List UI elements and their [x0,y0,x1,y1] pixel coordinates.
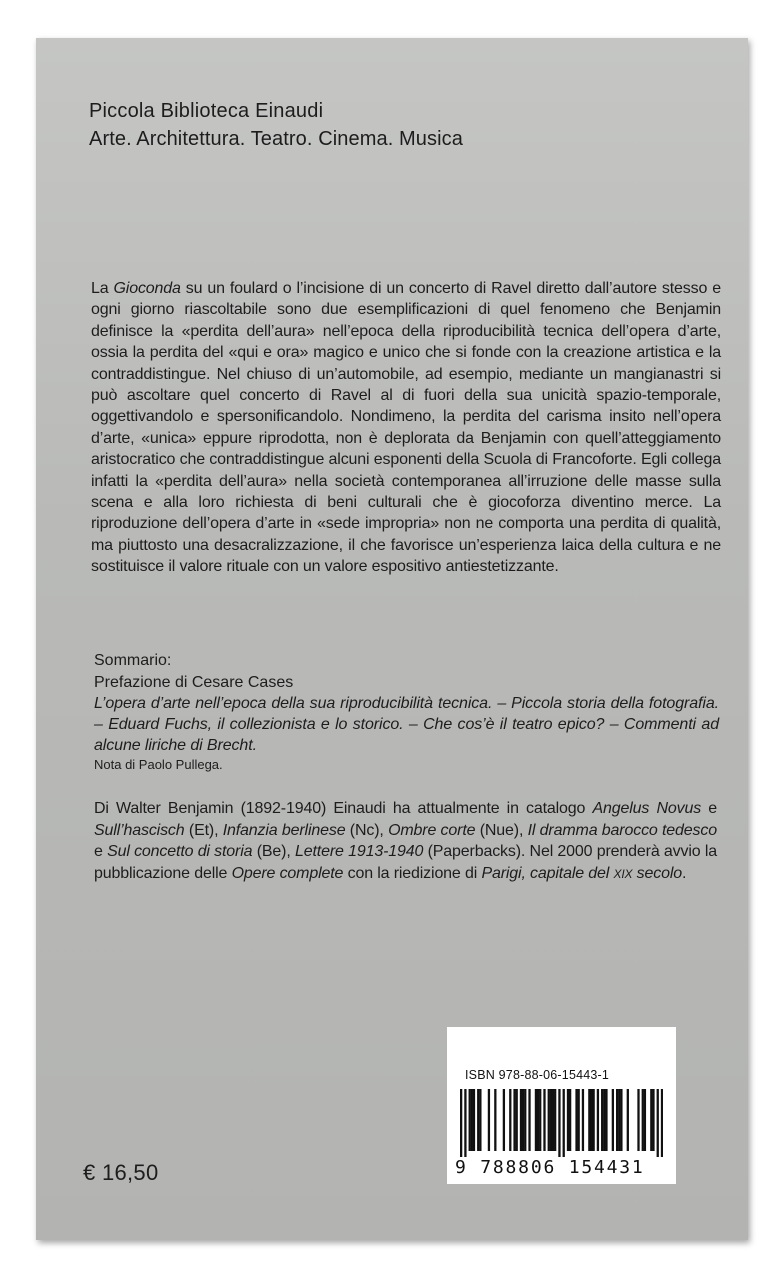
summary-label: Sommario: [94,652,172,669]
ean-digits: 9 788806 154431 [455,1157,645,1178]
catalog-title: Ombre corte [388,821,476,839]
barcode-bar [477,1089,479,1151]
barcode-bar [657,1089,659,1157]
catalog-title: Opere complete [231,864,344,882]
barcode-bar [605,1089,607,1151]
summary-note: Nota di Paolo Pullega. [94,757,223,772]
barcode-bar [558,1089,560,1157]
barcode-bar [554,1089,556,1151]
barcode-bar [563,1089,565,1157]
barcode-bar [537,1089,539,1151]
barcode-bar [590,1089,592,1151]
barcode-bar [597,1089,599,1151]
barcode-bar [616,1089,618,1151]
barcode-bar [637,1089,639,1151]
catalog-title: Sull’hascisch [94,821,185,839]
catalog-title: Il dramma barocco tedesco [527,821,717,839]
barcode-bar [513,1089,515,1151]
barcode-bar [509,1089,511,1151]
summary-preface: Prefazione di Cesare Cases [94,674,294,691]
barcode-bar [592,1089,594,1151]
barcode-bar [535,1089,537,1151]
barcode-bar [575,1089,577,1151]
catalog-text: con la riedizione di [343,864,482,882]
barcode-bar [539,1089,541,1151]
barcode-bar [567,1089,569,1151]
barcode-bar [578,1089,580,1151]
barcode-bar [471,1089,473,1151]
barcode-bar [548,1089,550,1151]
barcode-bar [618,1089,620,1151]
barcode-bar [522,1089,524,1151]
catalog-title: Sul concetto di storia [107,843,253,860]
barcode-bar [479,1089,481,1151]
barcode-bar [620,1089,622,1151]
barcode-bar [494,1089,496,1151]
author-catalog-note [94,798,717,885]
blurb-text [91,278,721,578]
price-label: € 16,50 [83,1160,159,1185]
barcode-bars [460,1089,663,1157]
barcode-bar [488,1089,490,1151]
table-of-contents [94,650,719,774]
catalog-text: Di Walter Benjamin (1892-1940) Einaudi ha attualmente in catalogo [94,800,593,817]
catalog-title: Angelus Novus [592,800,702,817]
barcode-bar [661,1089,663,1157]
barcode-bar [650,1089,652,1151]
barcode-bar [460,1089,462,1157]
barcode-sticker [447,1027,676,1184]
barcode-bar [644,1089,646,1151]
catalog-text: e [94,843,108,860]
barcode-bar [601,1089,603,1151]
series-header [89,98,729,152]
barcode-bar [503,1089,505,1151]
blurb-italic-title: Gioconda [113,280,181,297]
catalog-text: (Paperbacks). Nel 2000 prenderà avvio la pubblicazione delle [94,843,717,882]
barcode-bar [528,1089,530,1151]
barcode-bar [582,1089,584,1151]
barcode-bar [520,1089,522,1151]
barcode-bar [524,1089,526,1151]
barcode-bar [464,1089,466,1157]
catalog-text: (Nue), [475,821,528,839]
barcode-bar [603,1089,605,1151]
book-back-cover [36,38,748,1240]
barcode-bar [642,1089,644,1151]
barcode-bar [469,1089,471,1151]
summary-contents: L’opera d’arte nell’epoca della sua riproducibilità tecnica. – Piccola storia della fotografia. – Eduard Fuchs, il collezionista e lo storico. – Che cos’è il teatro epico? – Commenti ad alcune liriche di Brecht. [94,695,719,754]
barcode-bar [588,1089,590,1151]
catalog-text: (Be), [252,843,295,860]
barcode-bar [552,1089,554,1151]
barcode-bar [473,1089,475,1151]
barcode-bar [550,1089,552,1151]
catalog-paragraph [94,798,717,885]
series-subject: Arte. Architettura. Teatro. Cinema. Musica [89,128,463,150]
catalog-roman-numeral: XIX [613,866,633,881]
blurb-text-part: su un foulard o l’incisione di un concerto di Ravel diretto dall’autore stesso e ogni giorno riascoltabile sono due esemplificazioni di quel fenomeno che Benjamin definisce la «perdita dell’aura» nell’epoca della riproducibilità tecnica dell’opera d’arte, ossia la perdita del «qui e ora» magico e unico che si fonde con la creazione artistica e la contraddistingue. Nel chiuso di un’automobile, ad esempio, mediante un mangianastri si può ascoltare quel concerto di Ravel al di fuori della sua unicità spazio-temporale, oggettivandolo e spersonificandolo. Nondimeno, la perdita del carisma insito nell’opera d’arte, «unica» eppure riprodotta, non è deplorata da Benjamin con quell’atteggiamento aristocratico che contraddistingue alcuni esponenti della Scuola di Francoforte. Egli collega infatti la «perdita dell’aura» nella società contemporanea all’irruzione delle masse sulla scena e alla loro richiesta di beni culturali che è giocoforza diventino merce. La riproduzione dell’opera d’arte in «sede impropria» non ne comporta una perdita di qualità, ma piuttosto una desacralizzazione, il che favorisce un’esperienza laica della cultura e ne sostituisce il valore rituale con un valore espositivo antiestetizzante. [91,280,721,576]
barcode-bar [516,1089,518,1151]
barcode-bar [569,1089,571,1151]
series-title: Piccola Biblioteca Einaudi [89,100,324,122]
catalog-text: . [682,864,687,882]
catalog-title: Lettere 1913-1940 [294,843,424,860]
barcode-bar [612,1089,614,1151]
blurb-text-part: La [91,280,114,297]
catalog-title: secolo [632,864,683,882]
catalog-title: Infanzia berlinese [222,821,346,839]
catalog-text: e [701,800,717,817]
barcode-bar [543,1089,545,1151]
barcode-bar [627,1089,629,1151]
catalog-text: (Nc), [345,821,389,839]
isbn-text: ISBN 978-88-06-15443-1 [465,1068,610,1082]
barcode-bar [652,1089,654,1151]
blurb-paragraph [91,278,721,578]
catalog-text: (Et), [184,821,223,839]
catalog-title: Parigi, capitale del [481,864,614,882]
